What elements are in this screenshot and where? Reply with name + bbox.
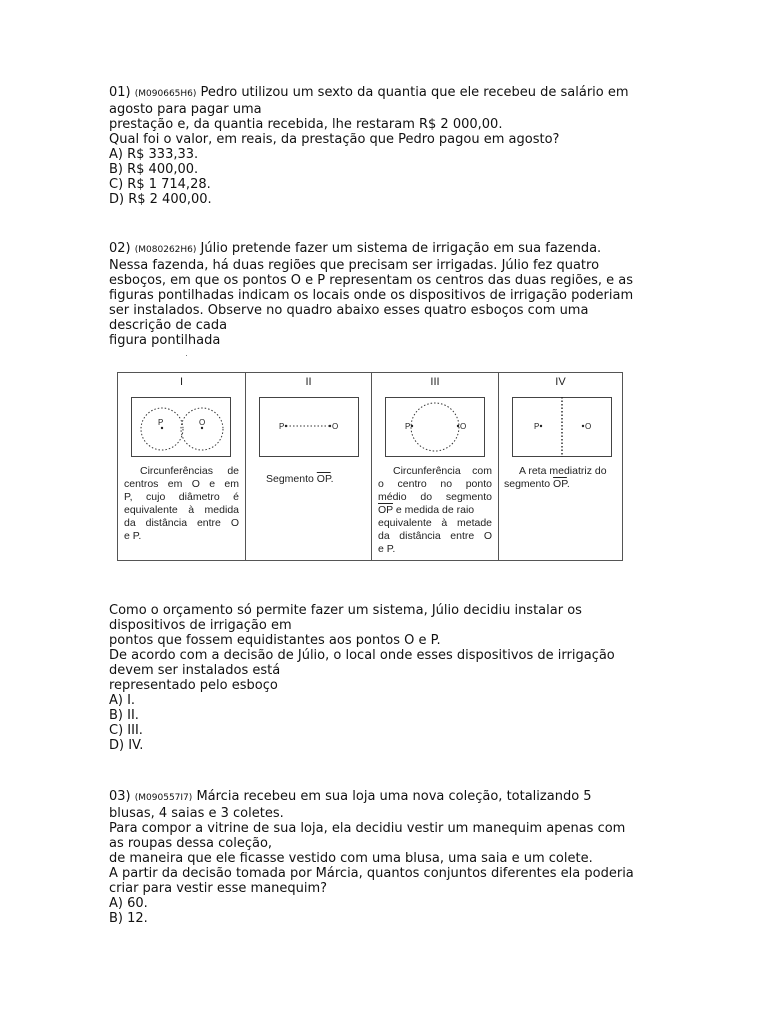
- sketch-i-description: [124, 465, 239, 543]
- segment-op: $\overline{OP}$: [316, 473, 331, 485]
- description-period: .: [330, 473, 334, 485]
- question-code: (M090665H6): [134, 89, 197, 99]
- question-text: Para compor a vitrine de sua loja, ela decidiu vestir um manequim apenas com: [109, 821, 626, 836]
- sketch-cell-iii: [371, 373, 498, 560]
- question-text: descrição de cada: [109, 318, 228, 333]
- question-text: Pedro utilizou um sexto da quantia que ele recebeu de salário em: [200, 85, 629, 100]
- question-text: De acordo com a decisão de Júlio, o local onde esses dispositivos de irrigação: [109, 648, 615, 663]
- question-text: criar para vestir esse manequim?: [109, 881, 328, 896]
- sketch-ii-drawing: [259, 397, 359, 457]
- question-text: blusas, 4 saias e 3 coletes.: [109, 806, 284, 821]
- sketch-header: I: [179, 376, 184, 388]
- answer-option: A) R$ 333,33.: [109, 147, 199, 162]
- description-line: e medida de raio: [395, 504, 475, 516]
- description-line-with-segment: [504, 478, 617, 491]
- sketch-header: II: [305, 376, 312, 388]
- question-text: ser instalados. Observe no quadro abaixo esses quatro esboços com uma: [109, 303, 589, 318]
- description-line: da distância entre O: [124, 517, 239, 529]
- question-text: representado pelo esboço: [109, 678, 278, 693]
- description-line: centros em O e em: [124, 478, 239, 490]
- question-code: (M090557I7): [134, 793, 193, 803]
- question-2-first-line: [109, 241, 669, 258]
- answer-option: A) I.: [109, 693, 136, 708]
- sketch-cell-ii: [245, 373, 371, 560]
- stray-dot: [186, 355, 187, 356]
- sketch-iii-drawing: [385, 397, 485, 457]
- segment-op: $\overline{OP}$: [378, 504, 393, 516]
- question-3-first-line: [109, 789, 669, 806]
- point-p-label: P: [405, 422, 411, 431]
- question-text: A partir da decisão tomada por Márcia, quantos conjuntos diferentes ela poderia: [109, 866, 634, 881]
- question-text: Júlio pretende fazer um sistema de irrigação em sua fazenda.: [200, 241, 602, 256]
- answer-option: C) R$ 1 714,28.: [109, 177, 211, 192]
- sketch-iv-drawing: [512, 397, 612, 457]
- description-line: o centro no ponto: [378, 478, 492, 490]
- point-o-label: O: [585, 422, 592, 431]
- description-line: médio do segmento: [378, 491, 492, 503]
- segment-op: $\overline{OP}$: [553, 478, 567, 490]
- description-line: equivalente à metade: [378, 517, 492, 529]
- question-text: Nessa fazenda, há duas regiões que precisam ser irrigadas. Júlio fez quatro: [109, 258, 600, 273]
- answer-option: A) 60.: [109, 896, 148, 911]
- question-1-first-line: [109, 85, 669, 102]
- sketch-ii-description: [266, 473, 366, 486]
- description-line-with-segment: [378, 504, 492, 517]
- answer-option: B) II.: [109, 708, 139, 723]
- sketch-i-drawing: [131, 397, 231, 457]
- question-text: de maneira que ele ficasse vestido com uma blusa, uma saia e um colete.: [109, 851, 593, 866]
- description-line: e P.: [124, 530, 142, 542]
- question-text: prestação e, da quantia recebida, lhe restaram R$ 2 000,00.: [109, 117, 503, 132]
- point-o-label: O: [199, 418, 206, 427]
- sketch-iv-description: [504, 465, 617, 491]
- description-line: Circunferência com: [393, 465, 492, 477]
- description-line: da distância entre O: [378, 530, 492, 542]
- description-line: Circunferências de: [140, 465, 239, 477]
- question-text: pontos que fossem equidistantes aos pontos O e P.: [109, 633, 441, 648]
- point-p-label: P: [534, 422, 540, 431]
- question-text: as roupas dessa coleção,: [109, 836, 273, 851]
- question-number: 01): [109, 85, 131, 100]
- description-period: .: [566, 478, 570, 490]
- question-code: (M080262H6): [134, 245, 197, 255]
- question-1: [109, 85, 669, 207]
- answer-option: C) III.: [109, 723, 143, 738]
- description-line: e P.: [378, 543, 396, 555]
- question-text: devem ser instalados está: [109, 663, 281, 678]
- question-text: dispositivos de irrigação em: [109, 618, 292, 633]
- answer-option: D) IV.: [109, 738, 144, 753]
- description-line: equivalente à medida: [124, 504, 239, 516]
- sketch-header: IV: [555, 376, 566, 388]
- question-text: Qual foi o valor, em reais, da prestação que Pedro pagou em agosto?: [109, 132, 560, 147]
- answer-option: D) R$ 2 400,00.: [109, 192, 212, 207]
- description-line: segmento: [504, 478, 551, 490]
- description-line: A reta mediatriz do: [519, 465, 607, 477]
- point-p-label: P: [279, 422, 285, 431]
- question-text: figura pontilhada: [109, 333, 221, 348]
- point-p-label: P: [158, 418, 164, 427]
- question-text: esboços, em que os pontos O e P representam os centros das duas regiões, e as: [109, 273, 634, 288]
- description-line: P, cujo diâmetro é: [124, 491, 239, 503]
- sketch-cell-iv: [498, 373, 622, 560]
- question-number: 03): [109, 789, 131, 804]
- answer-option: B) R$ 400,00.: [109, 162, 199, 177]
- question-2: [109, 241, 669, 348]
- sketch-header: III: [430, 376, 440, 388]
- question-3: [109, 789, 669, 926]
- question-text: figuras pontilhadas indicam os locais onde os dispositivos de irrigação poderiam: [109, 288, 634, 303]
- sketches-table: [117, 372, 623, 561]
- answer-option: B) 12.: [109, 911, 148, 926]
- sketch-iii-description: [378, 465, 492, 556]
- point-o-label: O: [460, 422, 467, 431]
- question-text: agosto para pagar uma: [109, 102, 262, 117]
- point-o-label: O: [332, 422, 339, 431]
- question-text: Como o orçamento só permite fazer um sistema, Júlio decidiu instalar os: [109, 603, 582, 618]
- question-2-continued: [109, 603, 669, 753]
- sketch-cell-i: [118, 373, 245, 560]
- description-line: Segmento: [266, 473, 314, 485]
- question-text: Márcia recebeu em sua loja uma nova coleção, totalizando 5: [196, 789, 592, 804]
- question-number: 02): [109, 241, 131, 256]
